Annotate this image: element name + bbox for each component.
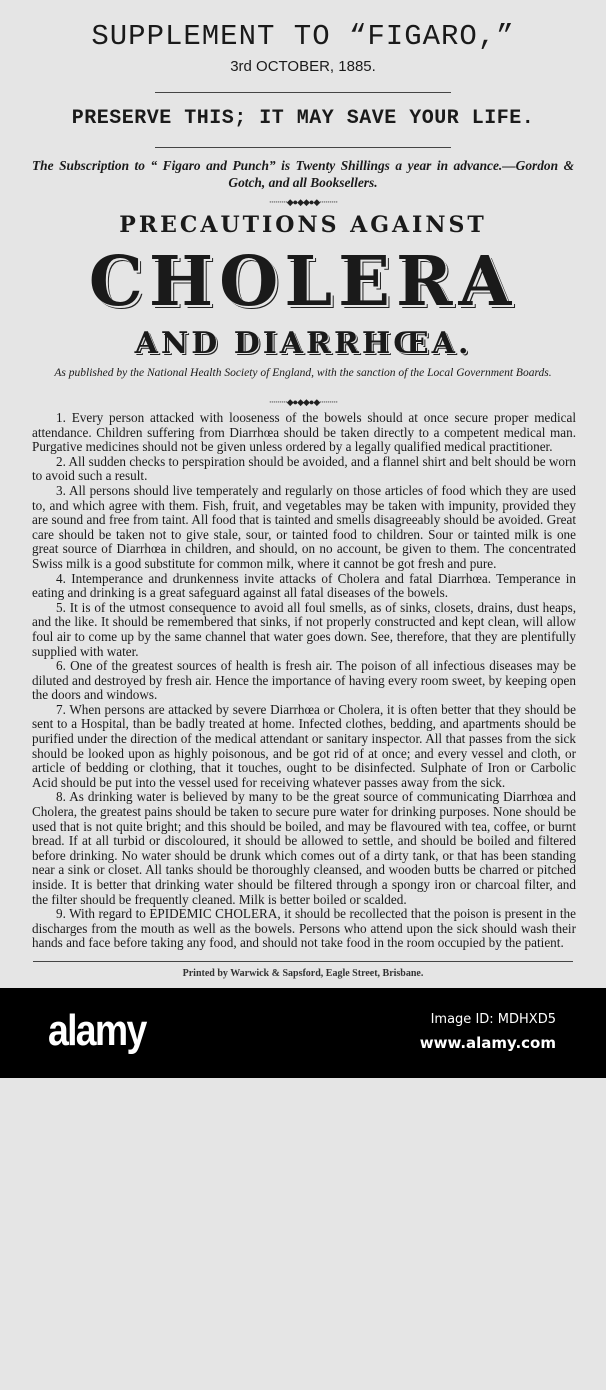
image-id: Image ID: MDHXD5 (430, 1011, 556, 1027)
precaution-paragraph: 7. When persons are attacked by severe Diarrhœa or Cholera, it is often better that they should be sent to a Hospital, than be badly treated at home. Infected clothes, bedding, and apartments should be purified under the direction of the medical attendant or sanitary inspector. All that passes from the sick should be looked upon as highly poisonous, and be got rid of at once; and every vessel and cloth, or article of bedding or clothing, that it touches, ought to be disinfected. Sulphate of Iron or Carbolic Acid should be put into the vessel used for receiving whatever passes away from the sick. (32, 701, 576, 790)
footer-rule (33, 961, 573, 962)
precautions-list (32, 411, 576, 951)
precaution-paragraph: 2. All sudden checks to perspiration should be avoided, and a flannel shirt and belt should be worn to avoid such a result. (32, 453, 576, 484)
lower-section (0, 411, 606, 1078)
subscription-notice: The Subscription to “ Figaro and Punch” is Twenty Shillings a year in advance.—Gordon & Gotch, and all Booksellers. (32, 158, 574, 190)
site-url: www.alamy.com (419, 1033, 556, 1052)
precaution-paragraph: 1. Every person attacked with looseness of the bowels should at once secure proper medical attendance. Children suffering from Diarrhœa should be taken directly to a competent medical man. Purgative medicines should not be given unless ordered by a legally qualified medical practitioner. (32, 410, 576, 455)
precaution-paragraph: 8. As drinking water is believed by many to be the great source of communicating Diarrhœa and Cholera, the greatest pains should be taken to secure pure water for drinking purposes. None should be used that is not quite bright; and this should be boiled, and may be flavoured with tea, coffee, or burnt bread. If at all turbid or discoloured, it should be allowed to settle, and should be boiled and filtered before drinking. No water should be drunk which comes out of a dirty tank, or that has been standing near a sink or closet. All tanks should be thoroughly cleansed, and wooden butts be charred or pitched inside. It is better that drinking water should be filtered through a spongy iron or charcoal filter, and the filter should be frequently cleaned. Milk is better boiled or scalded. (32, 789, 576, 907)
alamy-logo: alamy (48, 1005, 146, 1055)
headline-cholera: CHOLERA (88, 242, 518, 322)
precaution-paragraph: 5. It is of the utmost consequence to avoid all foul smells, as of sinks, closets, drains, dust heaps, and the like. It should be remembered that sinks, if not properly constructed and kept clean, will allow foul air to come up by the same channel that water goes down. See, therefore, that they are plentifully supplied with water. (32, 599, 576, 659)
watermark-footer (0, 988, 606, 1078)
precaution-paragraph: 4. Intemperance and drunkenness invite attacks of Cholera and fatal Diarrhœa. Temperance in eating and drinking is a great safeguard against all fatal diseases of the bowels. (32, 570, 576, 601)
divider (155, 92, 451, 93)
supplement-title: SUPPLEMENT TO “FIGARO,” (91, 20, 515, 53)
slogan: PRESERVE THIS; IT MAY SAVE YOUR LIFE. (71, 107, 535, 130)
printer-credit: Printed by Warwick & Sapsford, Eagle Street, Brisbane. (182, 967, 424, 979)
headline-diarrhoea: AND DIARRHŒA. (134, 326, 472, 361)
headline-precautions: PRECAUTIONS AGAINST (119, 212, 487, 238)
ornament-divider: ·········◆●◆◆●◆········· (268, 197, 338, 207)
divider (155, 147, 451, 148)
issue-date: 3rd OCTOBER, 1885. (230, 58, 376, 75)
precaution-paragraph: 3. All persons should live temperately and regularly on those articles of food which they are used to, and which agree with them. Fish, fruit, and vegetables may be taken with impunity, provided they are sound and free from taint. All food that is tainted and smells disagreeably should be avoided. Great care should be taken not to give stale, sour, or tainted food to children. Sour or tainted milk is one great source of Diarrhœa in children, and should, on no account, be given to them. The concentrated Swiss milk is a good substitute for common milk, where it cannot be got fresh and pure. (32, 482, 576, 571)
precaution-paragraph: 9. With regard to EPIDEMIC CHOLERA, it should be recollected that the poison is present in the discharges from the mouth as well as the bowels. Persons who attend upon the sick should wash their hands and face before taking any food, and should not take food in the room occupied by the patient. (32, 906, 576, 951)
precaution-paragraph: 6. One of the greatest sources of health is fresh air. The poison of all infectious diseases may be diluted and destroyed by fresh air. Hence the importance of having every room sweet, by keeping open the doors and windows. (32, 658, 576, 703)
ornament-divider: ·········◆●◆◆●◆········· (268, 397, 338, 407)
published-by-note: As published by the National Health Society of England, with the sanction of the Local Government Boards. (54, 367, 552, 379)
